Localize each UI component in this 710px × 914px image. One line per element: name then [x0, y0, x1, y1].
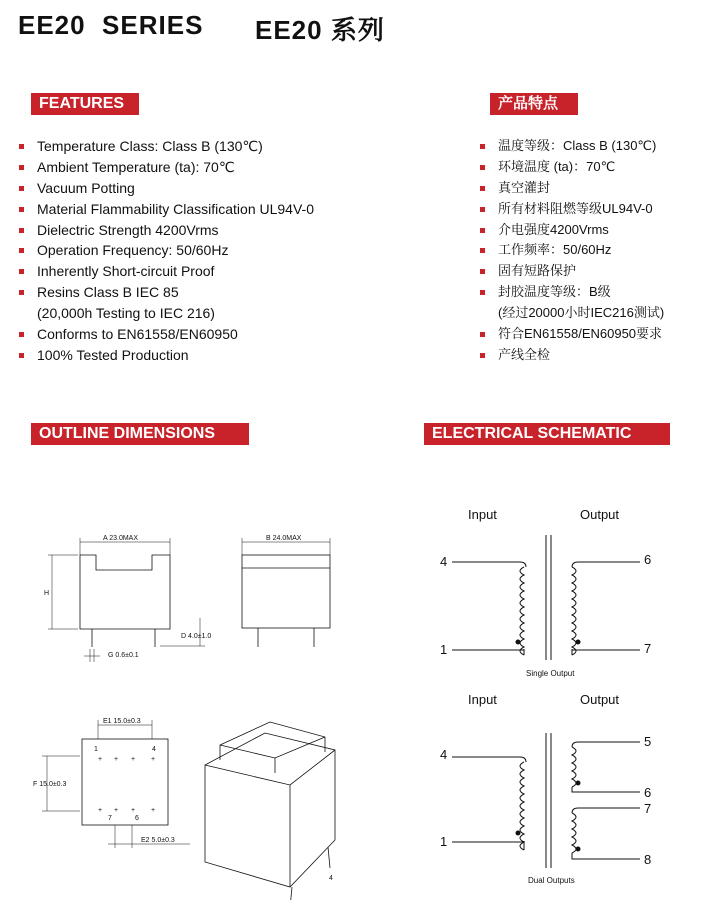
pin-label: 7	[644, 801, 652, 816]
bullet-icon	[19, 290, 24, 295]
bullet-icon	[480, 207, 485, 212]
side-view	[242, 535, 330, 647]
pin-label: 5	[644, 734, 652, 749]
dim-b-label: B 24.0MAX	[266, 535, 302, 542]
pin-6-label: 6	[135, 815, 139, 822]
iso-pin-4-label: 4	[329, 875, 333, 882]
features-cn-tag: 产品特点	[490, 93, 578, 115]
pin-mark: +	[98, 807, 103, 814]
single-secondary-coil	[572, 567, 576, 655]
single-output-lead	[572, 562, 640, 567]
bullet-icon	[19, 248, 24, 253]
list-item: Temperature Class: Class B (130℃)	[19, 136, 314, 157]
pin-label: 6	[644, 785, 652, 800]
list-item: 所有材料阻燃等级UL94V-0	[480, 199, 664, 220]
list-item: Conforms to EN61558/EN60950	[19, 324, 314, 345]
dual-output-label: Output	[580, 692, 620, 707]
dim-h-label: H	[44, 590, 50, 597]
bullet-icon	[480, 248, 485, 253]
bullet-icon	[480, 353, 485, 358]
side-body	[242, 555, 330, 628]
pin-4-label: 4	[152, 746, 156, 753]
pin-1-label: 1	[94, 746, 98, 753]
dual-secondary-coil-1	[572, 747, 576, 787]
pin-7-label: 7	[108, 815, 112, 822]
bullet-icon	[19, 353, 24, 358]
front-view	[44, 535, 211, 662]
list-item: Operation Frequency: 50/60Hz	[19, 240, 314, 261]
dim-a-label: A 23.0MAX	[103, 535, 139, 542]
pin-mark: +	[131, 756, 136, 763]
bullet-icon	[480, 144, 485, 149]
list-item: 100% Tested Production	[19, 345, 314, 366]
list-item: Dielectric Strength 4200Vrms	[19, 220, 314, 241]
dual-input-label: Input	[468, 692, 497, 707]
bullet-icon	[480, 228, 485, 233]
bullet-icon	[19, 207, 24, 212]
pin-mark: +	[114, 756, 119, 763]
features-list-cn	[480, 136, 664, 366]
pin-label: 1	[440, 642, 448, 657]
dual-output-lead	[572, 853, 640, 859]
pin-label: 7	[644, 641, 652, 656]
polarity-dot	[516, 831, 520, 835]
polarity-dot	[576, 781, 580, 785]
pin-mark: +	[98, 756, 103, 763]
bullet-icon	[19, 332, 24, 337]
dim-f-label: F 15.0±0.3	[33, 781, 67, 788]
bullet-icon	[19, 144, 24, 149]
isometric-view	[205, 722, 335, 900]
title-en: EE20 SERIES	[18, 10, 204, 40]
list-item: 产线全检	[480, 345, 664, 366]
single-primary-coil	[520, 567, 524, 655]
iso-outline	[205, 733, 335, 887]
list-item: (20,000h Testing to IEC 216)	[37, 305, 215, 322]
list-item: (经过20000小时IEC216测试)	[498, 305, 665, 321]
outline-drawings	[0, 450, 360, 900]
list-item: Resins Class B IEC 85	[19, 282, 314, 303]
title-cn: EE20 系列	[255, 15, 385, 45]
single-output-label: Output	[580, 507, 620, 522]
single-input-lead	[452, 562, 526, 567]
pin-marks	[98, 756, 155, 814]
bullet-icon	[480, 332, 485, 337]
pin-mark: +	[114, 807, 119, 814]
list-item: Vacuum Potting	[19, 178, 314, 199]
pin-mark: +	[151, 807, 156, 814]
single-caption: Single Output	[526, 669, 575, 678]
polarity-dot	[576, 847, 580, 851]
bullet-icon	[19, 165, 24, 170]
bottom-view	[33, 718, 190, 848]
pin-label: 1	[440, 834, 448, 849]
schematic-tag: ELECTRICAL SCHEMATIC	[424, 423, 670, 445]
pin-mark: +	[151, 756, 156, 763]
polarity-dot	[516, 640, 520, 644]
bullet-icon	[480, 186, 485, 191]
list-item: 温度等级：Class B (130℃)	[480, 136, 664, 157]
list-item: 真空灌封	[480, 178, 664, 199]
pin-label: 4	[440, 554, 448, 569]
list-item: 介电强度4200Vrms	[480, 220, 664, 241]
dual-secondary-coil-2	[572, 813, 576, 853]
features-tag: FEATURES	[31, 93, 139, 115]
list-item: Material Flammability Classification UL94V-0	[19, 199, 314, 220]
single-input-label: Input	[468, 507, 497, 522]
pin-label: 6	[644, 552, 652, 567]
list-item: 封胶温度等级：B级	[480, 282, 664, 303]
single-output-schematic	[440, 507, 651, 678]
list-item: 符合EN61558/EN60950要求	[480, 324, 664, 345]
bullet-icon	[480, 165, 485, 170]
dim-e1-label: E1 15.0±0.3	[103, 718, 141, 725]
dim-e2-label: E2 5.0±0.3	[141, 837, 175, 844]
dim-g-label: G 0.6±0.1	[108, 652, 139, 659]
polarity-dot	[576, 640, 580, 644]
dim-d-label: D 4.0±1.0	[181, 633, 212, 640]
iso-pin	[328, 847, 330, 868]
bullet-icon	[480, 269, 485, 274]
dual-primary-coil	[520, 762, 524, 850]
bullet-icon	[480, 290, 485, 295]
schematics	[400, 495, 710, 895]
outline-tag: OUTLINE DIMENSIONS	[31, 423, 249, 445]
bullet-icon	[19, 269, 24, 274]
bullet-icon	[19, 186, 24, 191]
list-item: 环境温度 (ta)：70℃	[480, 157, 664, 178]
list-item: 工作频率：50/60Hz	[480, 240, 664, 261]
pin-mark: +	[131, 807, 136, 814]
list-item: 固有短路保护	[480, 261, 664, 282]
list-item: Inherently Short-circuit Proof	[19, 261, 314, 282]
dual-caption: Dual Outputs	[528, 876, 575, 885]
features-list-en	[19, 136, 314, 366]
pin-label: 8	[644, 852, 652, 867]
dual-output-schematic	[440, 692, 651, 885]
bullet-icon	[19, 228, 24, 233]
list-item: Ambient Temperature (ta): 70℃	[19, 157, 314, 178]
dual-output-lead	[572, 787, 640, 792]
pin-label: 4	[440, 747, 448, 762]
iso-pin	[290, 887, 292, 900]
front-body	[80, 555, 170, 629]
